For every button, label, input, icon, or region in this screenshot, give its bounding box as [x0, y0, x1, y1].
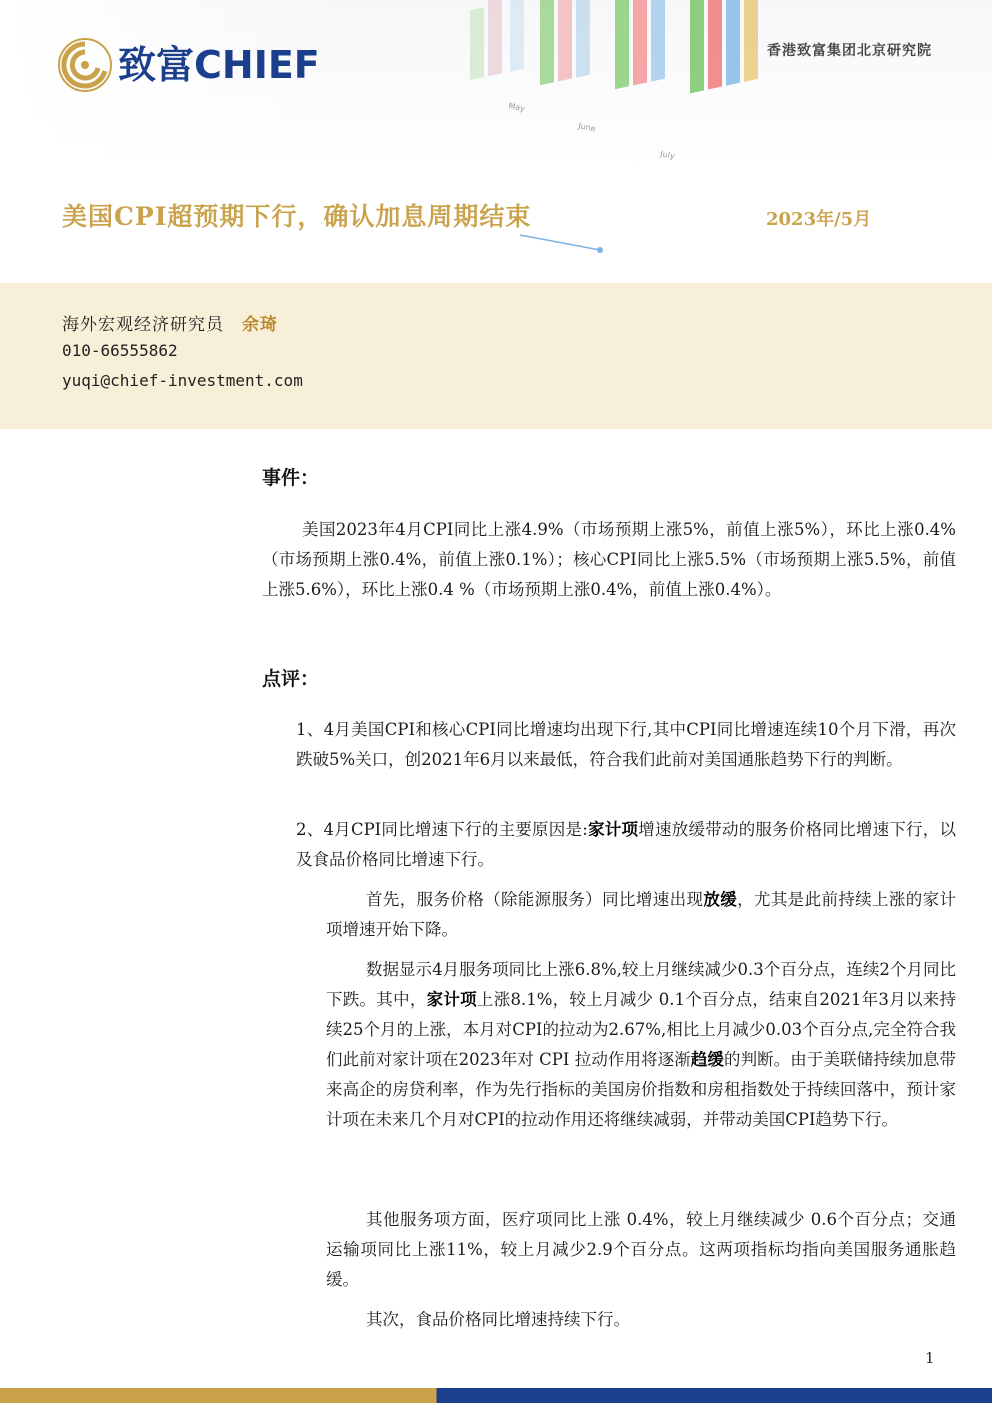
chief-logo-mark-icon [58, 38, 112, 92]
services-p1-text-a: 首先，服务价格（除能源服务）同比增速出现 [366, 890, 704, 909]
services-p2-text-a: 数据显示4月服务项同比上涨6.8%,较上月继续减少0.3个百分点，连续2个月同比下跌。其中， [326, 960, 956, 1009]
analyst-name: 余琦 [242, 315, 278, 335]
review-item-2 [296, 815, 956, 875]
report-date: 2023年/5月 [766, 209, 872, 230]
report-title: 美国CPI超预期下行，确认加息周期结束 [62, 202, 532, 231]
chief-logo [58, 38, 320, 92]
analyst-role-line [62, 310, 278, 335]
review-heading: 点评： [262, 668, 320, 690]
report-header [0, 0, 992, 283]
services-paragraph-1 [326, 885, 956, 945]
event-paragraph: 美国2023年4月CPI同比上涨4.9%（市场预期上涨5%，前值上涨5%），环比上涨0.4%（市场预期上涨0.4%，前值上涨0.1%）；核心CPI同比上涨5.5%（市场预期上涨5.5%，前值上涨5.6%），环比上涨0.4 %（市场预期上涨0.4%，前值上涨0.4%）。 [262, 520, 956, 599]
services-paragraph-2 [326, 955, 956, 1135]
services-p2-bold-2: 趋缓 [690, 1050, 724, 1069]
services-p1-bold: 放缓 [703, 890, 738, 909]
services-p2-bold-1: 家计项 [426, 990, 477, 1009]
review-item-2-bold: 家计项 [587, 820, 639, 839]
review-item-1-number: 1、 [296, 720, 324, 739]
services-p1-text-b: ，尤其是此前持续上涨的家计项增速开始下降。 [326, 890, 957, 939]
institute-name: 香港致富集团北京研究院 [767, 43, 932, 59]
review-item-2-text-b: 增速放缓带动的服务价格同比增速下行，以及食品价格同比增速下行。 [296, 820, 957, 869]
analyst-info [0, 283, 992, 429]
logo-text: 致富CHIEF [118, 43, 320, 87]
review-item-1-text: 4月美国CPI和核心CPI同比增速均出现下行,其中CPI同比增速连续10个月下滑，再次跌破5%关口，创2021年6月以来最低，符合我们此前对美国通胀趋势下行的判断。 [296, 720, 956, 769]
review-item-1 [296, 715, 956, 775]
review-item-2-text-a: 4月CPI同比增速下行的主要原因是: [323, 820, 588, 839]
services-p2-text-b: 上涨8.1%，较上月减少 0.1个百分点，结束自2021年3月以来持续25个月的上涨，本月对CPI的拉动为2.67%,相比上月减少0.03个百分点,完全符合我们此前对家计项在2023年对 CPI 拉动作用将逐渐 [326, 990, 957, 1069]
page-number: 1 [925, 1349, 935, 1367]
event-heading: 事件： [262, 467, 320, 489]
review-item-2-number: 2、 [296, 820, 324, 839]
analyst-phone: 010-66555862 [62, 341, 178, 360]
services-paragraph-3: 其他服务项方面，医疗项同比上涨 0.4%，较上月继续减少 0.6个百分点；交通运输项同比上涨11%，较上月减少2.9个百分点。这两项指标均指向美国服务通胀趋缓。 [326, 1210, 956, 1289]
services-p2-text-c: 的判断。由于美联储持续加息带来高企的房贷利率，作为先行指标的美国房价指数和房租指数处于持续回落中，预计家计项在未来几个月对CPI的拉动作用还将继续减弱，并带动美国CPI趋势下行。 [326, 1050, 957, 1129]
food-paragraph: 其次，食品价格同比增速持续下行。 [366, 1310, 630, 1329]
analyst-email[interactable]: yuqi@chief-investment.com [62, 371, 303, 390]
analyst-role: 海外宏观经济研究员 [62, 315, 224, 335]
footer-color-bar [0, 1388, 992, 1403]
